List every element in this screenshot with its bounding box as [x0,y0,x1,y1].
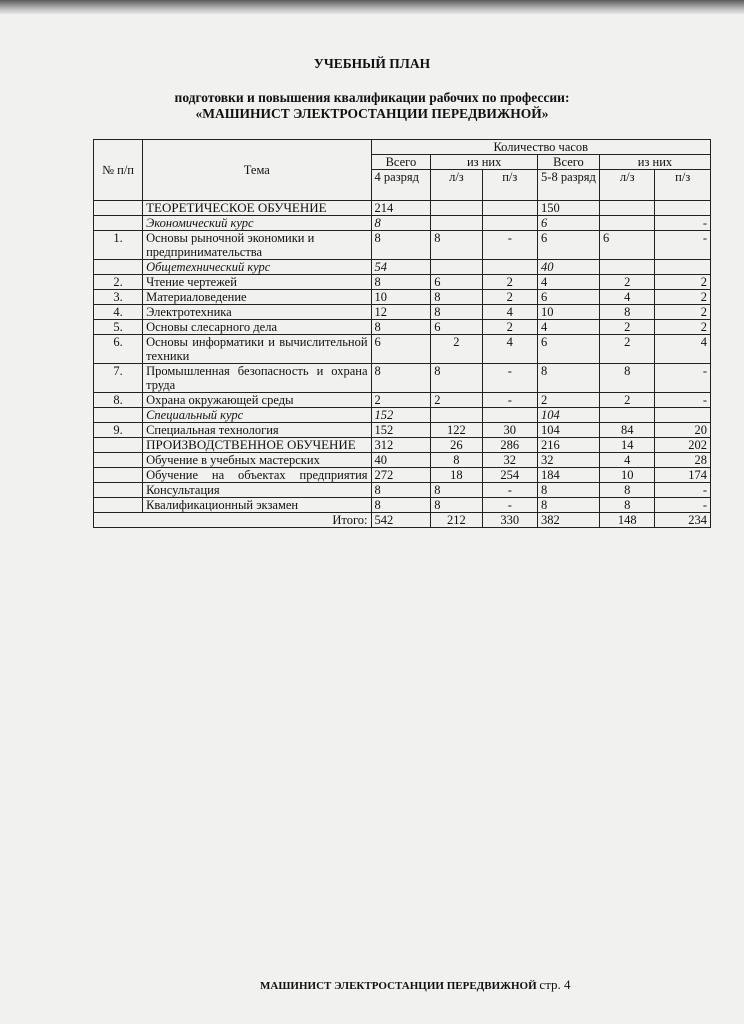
cell-lz-58: 8 [599,498,655,513]
cell-lz-4: 8 [431,498,482,513]
page-footer [260,977,571,993]
cell-pz-58: - [655,364,711,393]
table-row [94,498,711,513]
cell-total-58: 4 [538,275,600,290]
cell-num: 3. [94,290,143,305]
header-row-1 [94,140,711,155]
cell-lz-58: 2 [599,320,655,335]
cell-lz-4: 26 [431,438,482,453]
subsection-special-title: Специальный курс [143,408,371,423]
cell-lz-4: 2 [431,393,482,408]
cell-topic: Консультация [143,483,371,498]
cell-lz-58: 8 [599,305,655,320]
cell-pz-4: 286 [482,438,538,453]
cell-pz-4: 4 [482,335,538,364]
cell-lz-4: 8 [431,305,482,320]
cell-total-4: 542 [371,513,431,528]
subsection-row-special [94,408,711,423]
section-theory-title: ТЕОРЕТИЧЕСКОЕ ОБУЧЕНИЕ [143,201,371,216]
table-row [94,320,711,335]
cell-lz-4: 2 [431,335,482,364]
cell-lz-58: 8 [599,483,655,498]
table-row [94,453,711,468]
header-lz-4: л/з [431,170,482,201]
cell-lz-4: 8 [431,231,482,260]
total-row [94,513,711,528]
header-hours: Количество часов [371,140,710,155]
cell-lz-58: 8 [599,364,655,393]
cell-topic: Материаловедение [143,290,371,305]
cell-total-4: 8 [371,216,431,231]
subtitle-line-1: подготовки и повышения квалификации рабочих по профессии: [174,90,570,105]
cell-lz-58: 14 [599,438,655,453]
cell-pz-4: 32 [482,453,538,468]
header-total-4: Всего [371,155,431,170]
cell-num: 2. [94,275,143,290]
cell-lz-58: 84 [599,423,655,438]
cell-total-58: 6 [538,231,600,260]
cell-num: 8. [94,393,143,408]
cell-total-58: 4 [538,320,600,335]
cell-total-4: 152 [371,423,431,438]
cell-num: 6. [94,335,143,364]
cell-total-4: 8 [371,320,431,335]
header-num: № п/п [94,140,143,201]
cell-lz-58: 4 [599,453,655,468]
cell-total-58: 8 [538,498,600,513]
cell-total-4: 40 [371,453,431,468]
page-title: УЧЕБНЫЙ ПЛАН [313,56,431,71]
cell-pz-58: 234 [655,513,711,528]
table-row [94,423,711,438]
cell-lz-4: 122 [431,423,482,438]
cell-lz-58: 2 [599,335,655,364]
cell-total-58: 216 [538,438,600,453]
cell-pz-4: 2 [482,275,538,290]
cell-pz-58: 2 [655,320,711,335]
section-row-practice [94,438,711,453]
table-row [94,468,711,483]
cell-pz-58: - [655,498,711,513]
cell-total-58: 40 [538,260,600,275]
cell-total-4: 312 [371,438,431,453]
cell-pz-58: - [655,393,711,408]
cell-total-58: 10 [538,305,600,320]
cell-lz-4: 6 [431,320,482,335]
header-grade-4: 4 разряд [371,170,431,201]
header-total-58: Всего [538,155,600,170]
cell-num: 9. [94,423,143,438]
cell-total-4: 2 [371,393,431,408]
header-lz-58: л/з [599,170,655,201]
cell-lz-4: 18 [431,468,482,483]
header-grade-58: 5-8 разряд [538,170,600,201]
cell-total-58: 104 [538,423,600,438]
cell-num: 1. [94,231,143,260]
cell-lz-58: 6 [599,231,655,260]
table-row [94,335,711,364]
table-row [94,231,711,260]
cell-lz-58: 2 [599,275,655,290]
subsection-row-econ [94,216,711,231]
cell-total-58: 32 [538,453,600,468]
cell-total-58: 8 [538,483,600,498]
cell-pz-4: 4 [482,305,538,320]
cell-pz-58: 202 [655,438,711,453]
header-pz-58: п/з [655,170,711,201]
cell-pz-58: 2 [655,290,711,305]
cell-pz-4: 30 [482,423,538,438]
cell-total-58: 6 [538,335,600,364]
subsection-econ-title: Экономический курс [143,216,371,231]
cell-pz-4: 330 [482,513,538,528]
curriculum-table [93,139,711,528]
cell-topic: Электротехника [143,305,371,320]
cell-total-58: 150 [538,201,600,216]
cell-lz-4: 6 [431,275,482,290]
header-of-which-4: из них [431,155,538,170]
cell-topic: Обучение на объектах предприятия [143,468,371,483]
table-row [94,483,711,498]
section-row-theory [94,201,711,216]
cell-pz-4: 2 [482,320,538,335]
cell-total-4: 214 [371,201,431,216]
table-row [94,393,711,408]
cell-pz-4: 254 [482,468,538,483]
cell-total-4: 8 [371,498,431,513]
cell-lz-4: 8 [431,290,482,305]
subsection-row-general [94,260,711,275]
footer-text: МАШИНИСТ ЭЛЕКТРОСТАНЦИИ ПЕРЕДВИЖНОЙ [260,980,537,992]
header-topic: Тема [143,140,371,201]
cell-lz-4: 8 [431,483,482,498]
header-of-which-58: из них [599,155,710,170]
page-subtitle [0,90,744,122]
cell-pz-4: 2 [482,290,538,305]
cell-num: 4. [94,305,143,320]
cell-pz-58: 2 [655,305,711,320]
cell-pz-58: 4 [655,335,711,364]
cell-total-4: 152 [371,408,431,423]
cell-pz-58: - [655,483,711,498]
cell-topic: Основы слесарного дела [143,320,371,335]
header-pz-4: п/з [482,170,538,201]
table-row [94,305,711,320]
cell-pz-58: 174 [655,468,711,483]
cell-total-58: 104 [538,408,600,423]
cell-total-4: 8 [371,231,431,260]
cell-total-4: 8 [371,275,431,290]
cell-lz-58: 10 [599,468,655,483]
cell-pz-58: - [655,216,711,231]
cell-total-58: 2 [538,393,600,408]
cell-total-4: 12 [371,305,431,320]
table-row [94,275,711,290]
table-row [94,364,711,393]
subtitle-line-2: «МАШИНИСТ ЭЛЕКТРОСТАНЦИИ ПЕРЕДВИЖНОЙ» [195,106,549,121]
cell-total-58: 6 [538,290,600,305]
cell-total-58: 382 [538,513,600,528]
cell-num: 5. [94,320,143,335]
cell-total-4: 8 [371,483,431,498]
cell-num: 7. [94,364,143,393]
cell-total-4: 272 [371,468,431,483]
cell-pz-58: 28 [655,453,711,468]
cell-lz-4: 212 [431,513,482,528]
cell-topic: Специальная технология [143,423,371,438]
cell-topic: Квалификационный экзамен [143,498,371,513]
cell-total-4: 10 [371,290,431,305]
table-row [94,290,711,305]
cell-pz-58: 2 [655,275,711,290]
total-label: Итого: [94,513,372,528]
cell-pz-58: 20 [655,423,711,438]
cell-pz-4: - [482,498,538,513]
cell-lz-58: 148 [599,513,655,528]
cell-total-4: 6 [371,335,431,364]
scan-top-edge [0,0,744,14]
page-number: стр. 4 [539,977,571,992]
subsection-general-title: Общетехнический курс [143,260,371,275]
cell-topic: Основы информатики и вычислительной техники [143,335,371,364]
cell-total-58: 6 [538,216,600,231]
cell-pz-4: - [482,393,538,408]
cell-total-4: 54 [371,260,431,275]
cell-topic: Охрана окружающей среды [143,393,371,408]
cell-lz-58: 4 [599,290,655,305]
cell-lz-4: 8 [431,364,482,393]
cell-topic: Основы рыночной экономики и предпринимательства [143,231,371,260]
cell-total-58: 184 [538,468,600,483]
section-practice-title: ПРОИЗВОДСТВЕННОЕ ОБУЧЕНИЕ [143,438,371,453]
cell-pz-58: - [655,231,711,260]
cell-lz-58: 2 [599,393,655,408]
cell-pz-4: - [482,483,538,498]
cell-lz-4: 8 [431,453,482,468]
cell-pz-4: - [482,364,538,393]
cell-topic: Чтение чертежей [143,275,371,290]
cell-total-4: 8 [371,364,431,393]
cell-topic: Обучение в учебных мастерских [143,453,371,468]
cell-topic: Промышленная безопасность и охрана труда [143,364,371,393]
cell-total-58: 8 [538,364,600,393]
cell-pz-4: - [482,231,538,260]
